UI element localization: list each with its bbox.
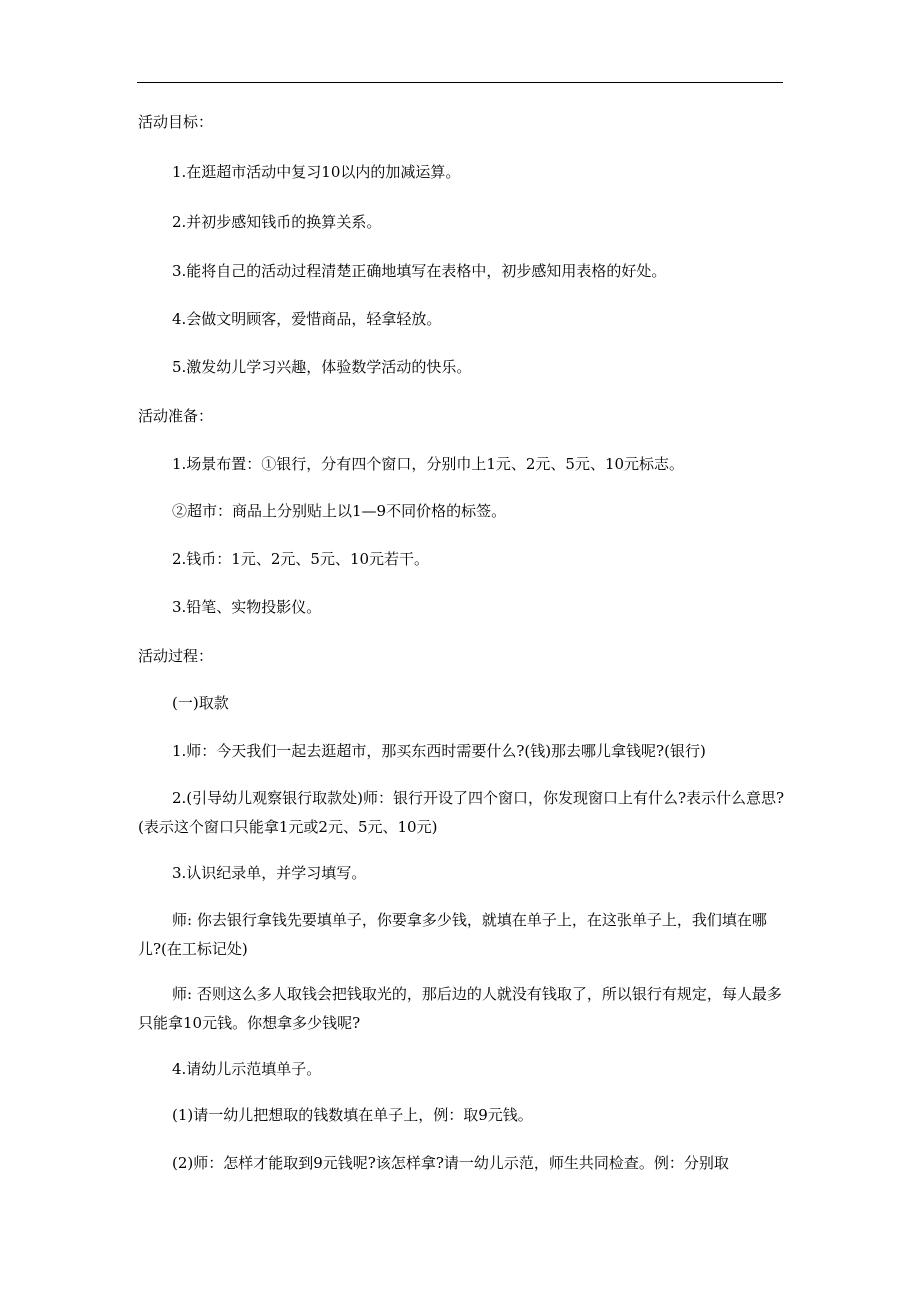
section-heading-preparation: 活动准备： xyxy=(138,407,214,425)
paragraph: 1.师：今天我们一起去逛超市，那买东西时需要什么?(钱)那去哪儿拿钱呢?(银行) xyxy=(172,742,706,760)
paragraph: 2.并初步感知钱币的换算关系。 xyxy=(172,213,382,231)
section-heading-goals: 活动目标： xyxy=(138,113,214,131)
paragraph: 师: 否则这么多人取钱会把钱取光的，那后边的人就没有钱取了，所以银行有规定，每人最多只能拿10元钱。你想拿多少钱呢? xyxy=(138,985,782,1032)
paragraph: 4.请幼儿示范填单子。 xyxy=(172,1060,322,1078)
paragraph: 师: 你去银行拿钱先要填单子，你要拿多少钱，就填在单子上，在这张单子上，我们填在哪儿?(在工标记处) xyxy=(138,911,767,958)
paragraph: 3.铅笔、实物投影仪。 xyxy=(172,598,322,616)
paragraph: (1)请一幼儿把想取的钱数填在单子上，例：取9元钱。 xyxy=(172,1106,533,1124)
paragraph: 5.激发幼儿学习兴趣，体验数学活动的快乐。 xyxy=(172,358,472,376)
paragraph: ②超市：商品上分别贴上以1—9不同价格的标签。 xyxy=(172,502,507,520)
paragraph: (2)师：怎样才能取到9元钱呢?该怎样拿?请一幼儿示范，师生共同检查。例：分别取 xyxy=(172,1154,729,1172)
section-heading-process: 活动过程： xyxy=(138,647,214,665)
paragraph: 1.场景布置：①银行，分有四个窗口，分别巾上1元、2元、5元、10元标志。 xyxy=(172,455,685,473)
paragraph: 1.在逛超市活动中复习10以内的加减运算。 xyxy=(172,163,461,181)
subsection-heading: (一)取款 xyxy=(172,694,229,712)
paragraph: 2.钱币：1元、2元、5元、10元若干。 xyxy=(172,550,430,568)
paragraph: 3.能将自己的活动过程清楚正确地填写在表格中，初步感知用表格的好处。 xyxy=(172,262,667,280)
paragraph: 4.会做文明顾客，爱惜商品，轻拿轻放。 xyxy=(172,310,442,328)
paragraph: 2.(引导幼儿观察银行取款处)师：银行开设了四个窗口，你发现窗口上有什么?表示什么意思?(表示这个窗口只能拿1元或2元、5元、10元) xyxy=(138,789,785,836)
paragraph: 3.认识纪录单，并学习填写。 xyxy=(172,864,367,882)
header-rule xyxy=(137,82,783,83)
